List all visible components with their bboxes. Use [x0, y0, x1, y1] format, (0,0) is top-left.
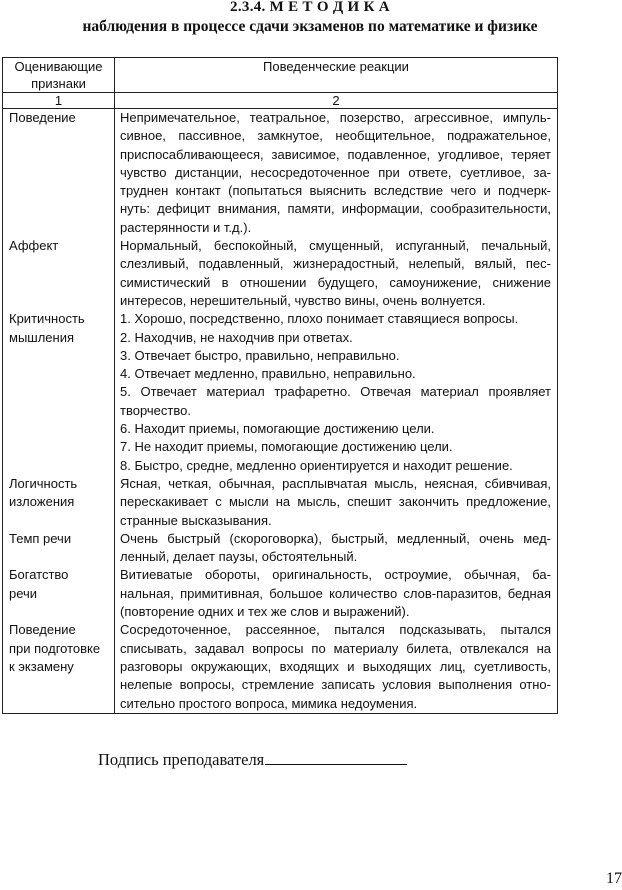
page-number: 17	[606, 870, 622, 887]
row-description-line: 2. Находчив, не находчив при ответах.	[120, 329, 353, 345]
row-description-line: нальная, примитивная, большое количество слов-паразитов, бедная	[120, 585, 551, 601]
page-title: 2.3.4. М Е Т О Д И К А	[230, 0, 390, 15]
row-label	[3, 621, 115, 713]
signature-line	[265, 750, 407, 765]
row-label-line: Богатство	[9, 567, 69, 583]
row-label-line: мышления	[9, 329, 75, 345]
row-label-line: изложения	[9, 494, 75, 510]
table-row	[3, 237, 558, 310]
row-description-line: (повторение одних и тех же слов и выражений).	[120, 604, 410, 620]
row-label-line: Логичность	[9, 475, 78, 491]
row-description-line: странные высказывания.	[120, 512, 272, 528]
row-description	[115, 310, 558, 475]
row-label-line: к экзамену	[9, 658, 74, 674]
row-description-line: 4. Отвечает медленно, правильно, неправильно.	[120, 366, 416, 382]
row-label-line: Аффект	[9, 238, 59, 254]
row-description-line: 7. Не находит приемы, помогающие достижению цели.	[120, 439, 453, 455]
row-label-line: Темп речи	[9, 530, 72, 546]
table-number-row	[3, 93, 558, 109]
row-description-line: Нормальный, беспокойный, смущенный, испуганный, печальный,	[120, 238, 551, 254]
row-description-line: разговоры окружающих, входящих и выходящих лиц, суетливость,	[120, 658, 551, 674]
row-label-line: при подготовке	[9, 640, 101, 656]
row-label-line: Поведение	[9, 622, 76, 638]
row-description-line: слезливый, подавленный, жизнерадостный, нелепый, вялый, пес-	[120, 256, 551, 272]
row-description-line: Сосредоточенное, рассеянное, пытался подсказывать, пытался	[120, 622, 551, 638]
table-row	[3, 475, 558, 530]
row-description-line: чувство дистанции, несосредоточенное при ответе, суетливое, за-	[120, 164, 551, 180]
table-row	[3, 566, 558, 621]
row-label-line: Поведение	[9, 110, 76, 125]
row-description	[115, 621, 558, 713]
row-label	[3, 530, 115, 567]
row-description-line: сительно простого вопроса, мимика недоумения.	[120, 695, 418, 711]
row-description-line: списывать, задавал вопросы по материалу билета, отвлекался на	[120, 640, 551, 656]
table-row	[3, 530, 558, 567]
row-description-line: перескакивает с мысли на мысль, спешит закончить предложение,	[120, 494, 551, 510]
row-description-line: Очень быстрый (скороговорка), быстрый, медленный, очень мед-	[120, 530, 551, 546]
row-description	[115, 566, 558, 621]
row-label	[3, 566, 115, 621]
row-description	[115, 109, 558, 238]
row-description-line: растерянности и т.д.).	[120, 219, 252, 235]
row-label-line: Критичность	[9, 311, 85, 327]
row-description-line: ленный, делает паузы, обстоятельный.	[120, 549, 358, 565]
col2-header: Поведенческие реакции	[115, 58, 558, 93]
row-description-line: Ясная, четкая, обычная, расплывчатая мысль, неясная, сбивчивая,	[120, 475, 551, 491]
row-description-line: приспосабливающееся, зависимое, подавленное, угодливое, теряет	[120, 146, 551, 162]
row-description-line: Витиеватые обороты, оригинальность, остроумие, обычная, ба-	[120, 567, 551, 583]
col1-header	[3, 58, 115, 93]
row-description-line: сивное, пассивное, замкнутое, необщительное, подражательное,	[120, 128, 551, 144]
row-description	[115, 237, 558, 310]
row-description-line: симистический в отношении будущего, самоунижение, снижение	[120, 274, 551, 290]
row-description-line: Непримечательное, театральное, позерство, агрессивное, импуль-	[120, 110, 551, 125]
row-label	[3, 109, 115, 238]
row-description-line: 6. Находит приемы, помогающие достижению цели.	[120, 421, 435, 437]
col1-header-text: Оценивающие признаки	[14, 59, 103, 91]
row-label-line: речи	[9, 585, 38, 601]
row-label	[3, 475, 115, 530]
row-description-line: 8. Быстро, средне, медленно ориентируется и находит решение.	[120, 457, 513, 473]
row-description-line: 3. Отвечает быстро, правильно, неправильно.	[120, 347, 400, 363]
row-description-line: 5. Отвечает материал трафаретно. Отвечая материал проявляет	[120, 384, 551, 400]
table-row	[3, 310, 558, 475]
row-description-line: интересов, нерешительный, чувство вины, очень волнуется.	[120, 292, 486, 308]
row-description-line: нелепые вопросы, стремление записать условия выполнения отно-	[120, 677, 551, 693]
row-description-line: нуть: дефицит внимания, памяти, информации, сообразительности,	[120, 201, 551, 217]
row-description	[115, 475, 558, 530]
signature-label: Подпись преподавателя	[98, 750, 265, 769]
row-description	[115, 530, 558, 567]
row-label	[3, 310, 115, 475]
col1-number: 1	[3, 93, 115, 109]
signature-block	[98, 750, 407, 770]
row-description-line: 1. Хорошо, посредственно, плохо понимает ставящиеся вопросы.	[120, 311, 519, 327]
page-subtitle: наблюдения в процессе сдачи экзаменов по математике и физике	[82, 18, 538, 35]
row-label	[3, 237, 115, 310]
col2-number: 2	[115, 93, 558, 109]
row-description-line: творчество.	[120, 402, 191, 418]
table-header-row	[3, 58, 558, 93]
observation-table	[2, 57, 558, 714]
table-row	[3, 109, 558, 238]
table-row	[3, 621, 558, 713]
row-description-line: труднен контакт (попытаться выяснить вследствие чего и подчерк-	[120, 183, 551, 199]
